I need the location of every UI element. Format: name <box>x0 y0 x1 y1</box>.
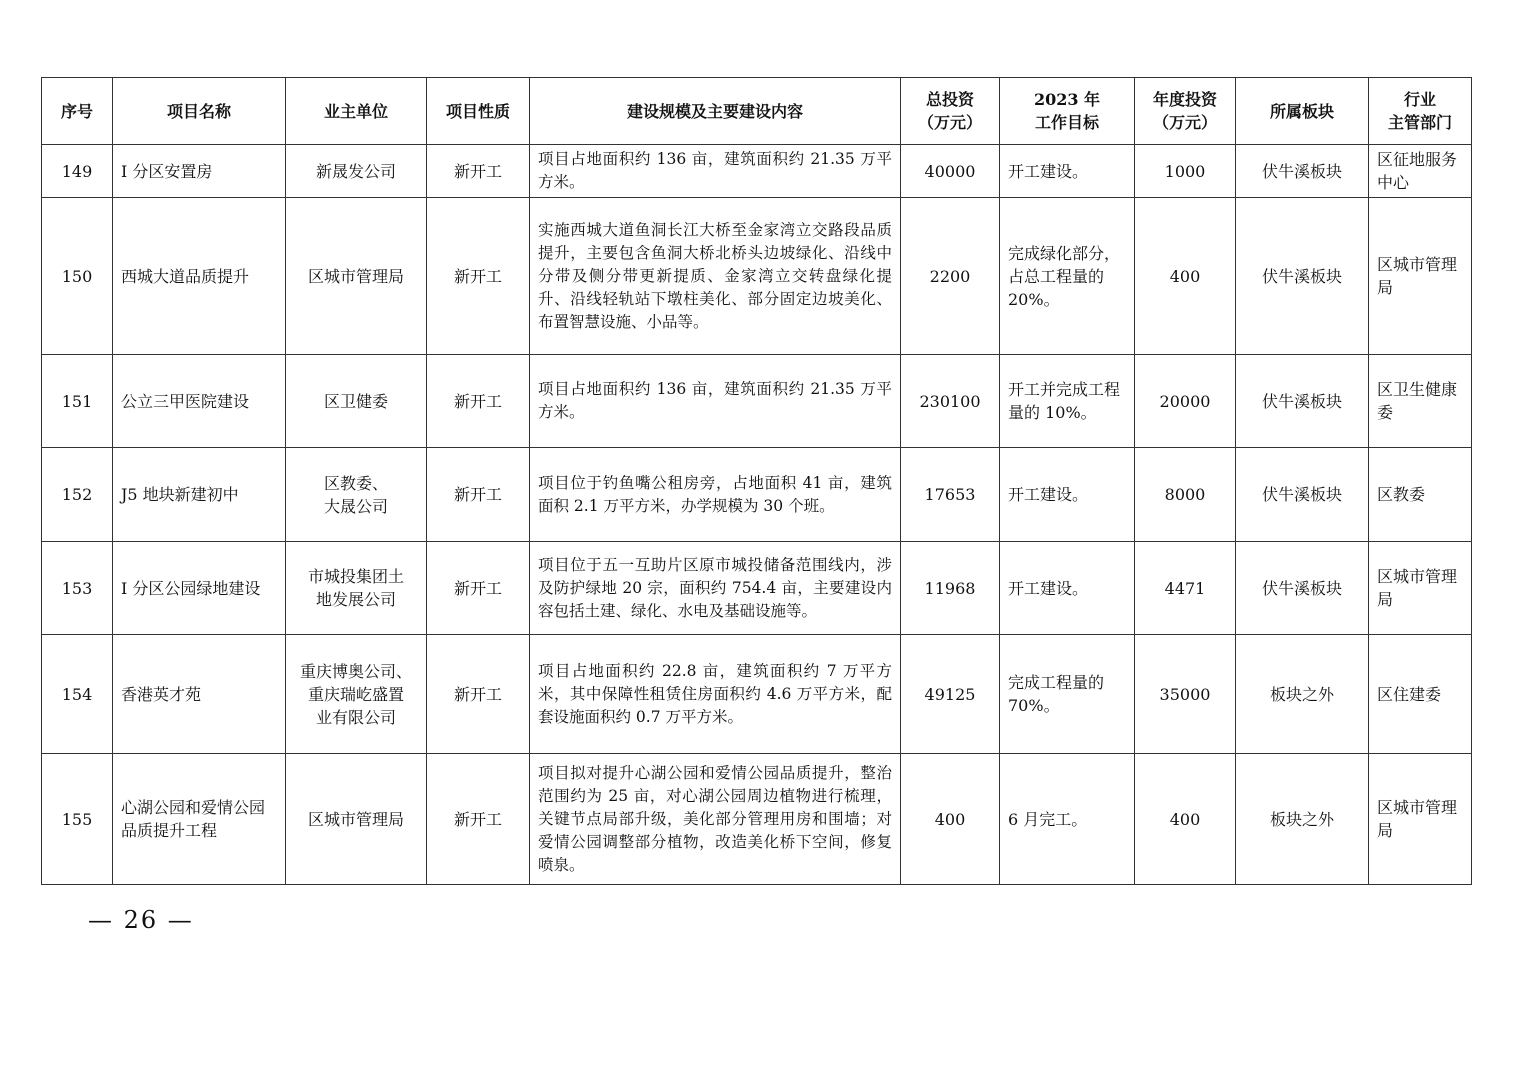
cell-seq: 154 <box>42 635 113 754</box>
cell-owner: 区教委、 大晟公司 <box>286 448 427 542</box>
cell-nature: 新开工 <box>427 145 530 198</box>
cell-content: 项目位于钓鱼嘴公租房旁，占地面积 41 亩，建筑面积 2.1 万平方米，办学规模为 30 个班。 <box>530 448 901 542</box>
cell-seq: 152 <box>42 448 113 542</box>
cell-name: J5 地块新建初中 <box>113 448 286 542</box>
cell-work-goal: 6 月完工。 <box>1000 754 1135 885</box>
table-row <box>42 355 1472 448</box>
cell-nature: 新开工 <box>427 542 530 635</box>
cell-content: 项目拟对提升心湖公园和爱情公园品质提升，整治范围约为 25 亩，对心湖公园周边植物进行梳理，关键节点局部升级，美化部分管理用房和围墙；对爱情公园调整部分植物，改造美化桥下空间，修复喷泉。 <box>530 754 901 885</box>
cell-total-investment: 49125 <box>901 635 1000 754</box>
header-seq: 序号 <box>42 78 113 145</box>
cell-content: 项目占地面积约 22.8 亩，建筑面积约 7 万平方米，其中保障性租赁住房面积约 4.6 万平方米，配套设施面积约 0.7 万平方米。 <box>530 635 901 754</box>
cell-block: 伏牛溪板块 <box>1236 448 1369 542</box>
header-content: 建设规模及主要建设内容 <box>530 78 901 145</box>
cell-seq: 150 <box>42 198 113 355</box>
cell-department: 区城市管理局 <box>1369 198 1472 355</box>
cell-nature: 新开工 <box>427 635 530 754</box>
cell-work-goal: 开工建设。 <box>1000 145 1135 198</box>
cell-work-goal: 开工建设。 <box>1000 448 1135 542</box>
header-department: 行业 主管部门 <box>1369 78 1472 145</box>
cell-seq: 151 <box>42 355 113 448</box>
cell-work-goal: 开工建设。 <box>1000 542 1135 635</box>
cell-nature: 新开工 <box>427 355 530 448</box>
cell-department: 区教委 <box>1369 448 1472 542</box>
cell-seq: 153 <box>42 542 113 635</box>
table-row <box>42 754 1472 885</box>
cell-name: I 分区安置房 <box>113 145 286 198</box>
cell-annual-investment: 35000 <box>1135 635 1236 754</box>
cell-total-investment: 40000 <box>901 145 1000 198</box>
header-annual-investment: 年度投资 （万元） <box>1135 78 1236 145</box>
cell-department: 区住建委 <box>1369 635 1472 754</box>
project-table <box>41 77 1472 885</box>
cell-block: 板块之外 <box>1236 635 1369 754</box>
cell-annual-investment: 4471 <box>1135 542 1236 635</box>
header-nature: 项目性质 <box>427 78 530 145</box>
cell-owner: 区城市管理局 <box>286 198 427 355</box>
table-row <box>42 198 1472 355</box>
cell-annual-investment: 8000 <box>1135 448 1236 542</box>
cell-total-investment: 230100 <box>901 355 1000 448</box>
table-row <box>42 635 1472 754</box>
table-row <box>42 542 1472 635</box>
cell-name: 心湖公园和爱情公园品质提升工程 <box>113 754 286 885</box>
cell-work-goal: 完成绿化部分，占总工程量的 20%。 <box>1000 198 1135 355</box>
cell-name: 西城大道品质提升 <box>113 198 286 355</box>
cell-annual-investment: 1000 <box>1135 145 1236 198</box>
cell-work-goal: 开工并完成工程量的 10%。 <box>1000 355 1135 448</box>
cell-total-investment: 17653 <box>901 448 1000 542</box>
page-number: — 26 — <box>88 906 194 934</box>
cell-nature: 新开工 <box>427 754 530 885</box>
cell-annual-investment: 400 <box>1135 754 1236 885</box>
cell-block: 伏牛溪板块 <box>1236 355 1369 448</box>
cell-department: 区征地服务中心 <box>1369 145 1472 198</box>
cell-annual-investment: 20000 <box>1135 355 1236 448</box>
header-owner: 业主单位 <box>286 78 427 145</box>
cell-total-investment: 2200 <box>901 198 1000 355</box>
cell-owner: 市城投集团土 地发展公司 <box>286 542 427 635</box>
cell-work-goal: 完成工程量的 70%。 <box>1000 635 1135 754</box>
cell-content: 项目占地面积约 136 亩，建筑面积约 21.35 万平方米。 <box>530 355 901 448</box>
cell-total-investment: 11968 <box>901 542 1000 635</box>
table-header-row <box>42 78 1472 145</box>
header-work-goal: 2023 年 工作目标 <box>1000 78 1135 145</box>
header-total-investment: 总投资 （万元） <box>901 78 1000 145</box>
cell-department: 区城市管理局 <box>1369 754 1472 885</box>
table-row <box>42 145 1472 198</box>
cell-total-investment: 400 <box>901 754 1000 885</box>
cell-name: I 分区公园绿地建设 <box>113 542 286 635</box>
cell-owner: 重庆博奥公司、 重庆瑞屹盛置 业有限公司 <box>286 635 427 754</box>
cell-content: 项目位于五一互助片区原市城投储备范围线内，涉及防护绿地 20 宗，面积约 754.4 亩，主要建设内容包括土建、绿化、水电及基础设施等。 <box>530 542 901 635</box>
header-block: 所属板块 <box>1236 78 1369 145</box>
cell-block: 伏牛溪板块 <box>1236 198 1369 355</box>
cell-name: 香港英才苑 <box>113 635 286 754</box>
cell-block: 伏牛溪板块 <box>1236 542 1369 635</box>
cell-department: 区城市管理局 <box>1369 542 1472 635</box>
cell-content: 项目占地面积约 136 亩，建筑面积约 21.35 万平方米。 <box>530 145 901 198</box>
cell-department: 区卫生健康委 <box>1369 355 1472 448</box>
cell-seq: 155 <box>42 754 113 885</box>
cell-annual-investment: 400 <box>1135 198 1236 355</box>
cell-block: 板块之外 <box>1236 754 1369 885</box>
table-row <box>42 448 1472 542</box>
header-name: 项目名称 <box>113 78 286 145</box>
cell-name: 公立三甲医院建设 <box>113 355 286 448</box>
cell-owner: 区卫健委 <box>286 355 427 448</box>
cell-seq: 149 <box>42 145 113 198</box>
cell-owner: 新晟发公司 <box>286 145 427 198</box>
cell-block: 伏牛溪板块 <box>1236 145 1369 198</box>
cell-content: 实施西城大道鱼洞长江大桥至金家湾立交路段品质提升，主要包含鱼洞大桥北桥头边坡绿化、沿线中分带及侧分带更新提质、金家湾立交转盘绿化提升、沿线轻轨站下墩柱美化、部分固定边坡美化、布置智慧设施、小品等。 <box>530 198 901 355</box>
cell-owner: 区城市管理局 <box>286 754 427 885</box>
cell-nature: 新开工 <box>427 198 530 355</box>
cell-nature: 新开工 <box>427 448 530 542</box>
